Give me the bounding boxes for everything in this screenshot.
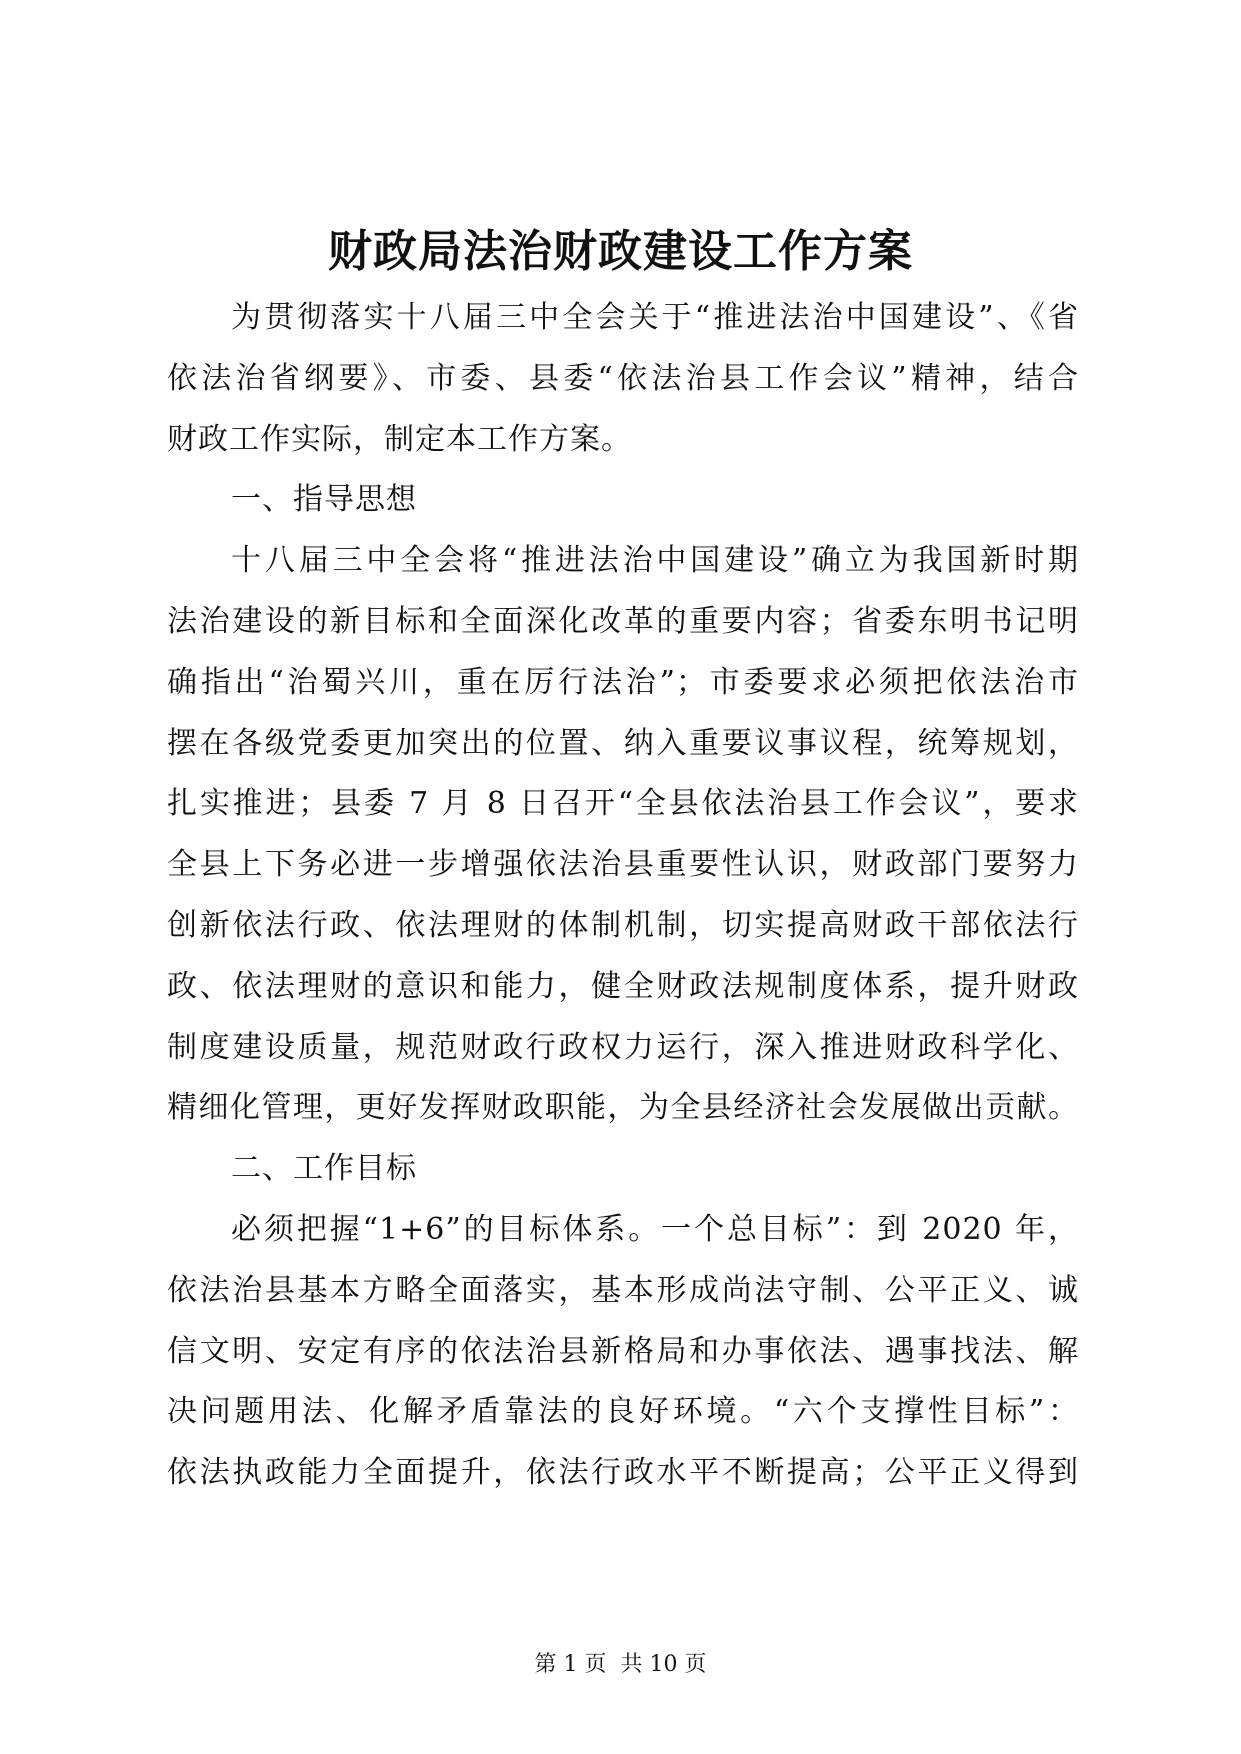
body-line: 一、指导思想: [231, 482, 417, 518]
body-line: 依法执政能力全面提升，依法行政水平不断提高；公平正义得到: [167, 1455, 1079, 1491]
body-line: 为贯彻落实十八届三中全会关于“推进法治中国建设”、《省: [231, 300, 1079, 335]
body-line: 依法治县基本方略全面落实，基本形成尚法守制、公平正义、诚: [167, 1272, 1079, 1308]
body-line: 二、工作目标: [231, 1151, 417, 1187]
document-title: 财政局法治财政建设工作方案: [328, 226, 913, 277]
body-line: 财政工作实际，制定本工作方案。: [167, 421, 632, 457]
body-line: 确指出“治蜀兴川，重在厉行法治”；市委要求必须把依法治市: [167, 664, 1079, 700]
body-line: 必须把握“1+6”的目标体系。一个总目标”：到 2020 年，: [231, 1211, 1079, 1247]
body-line: 信文明、安定有序的依法治县新格局和办事依法、遇事找法、解: [167, 1333, 1079, 1369]
body-line: 法治建设的新目标和全面深化改革的重要内容；省委东明书记明: [167, 603, 1079, 639]
body-line: 政、依法理财的意识和能力，健全财政法规制度体系，提升财政: [167, 968, 1079, 1004]
page-footer: [0, 1650, 1241, 1680]
body-line: 精细化管理，更好发挥财政职能，为全县经济社会发展做出贡献。: [167, 1090, 1079, 1126]
body-line: 全县上下务必进一步增强依法治县重要性认识，财政部门要努力: [167, 847, 1079, 883]
body-line: 决问题用法、化解矛盾靠法的良好环境。“六个支撑性目标”：: [167, 1394, 1079, 1430]
body-line: 创新依法行政、依法理财的体制机制，切实提高财政干部依法行: [167, 907, 1079, 943]
body-line: 依法治省纲要》、市委、县委“依法治县工作会议”精神，结合: [167, 360, 1079, 396]
document-body: [167, 288, 1079, 1504]
body-line: 制度建设质量，规范财政行政权力运行，深入推进财政科学化、: [167, 1029, 1079, 1065]
body-line: 十八届三中全会将“推进法治中国建设”确立为我国新时期: [231, 543, 1079, 579]
page-number: 第 1 页 共 10 页: [534, 1652, 707, 1677]
body-line: 摆在各级党委更加突出的位置、纳入重要议事议程，统筹规划，: [167, 725, 1079, 761]
body-line: 扎实推进；县委 7 月 8 日召开“全县依法治县工作会议”，要求: [167, 786, 1079, 822]
